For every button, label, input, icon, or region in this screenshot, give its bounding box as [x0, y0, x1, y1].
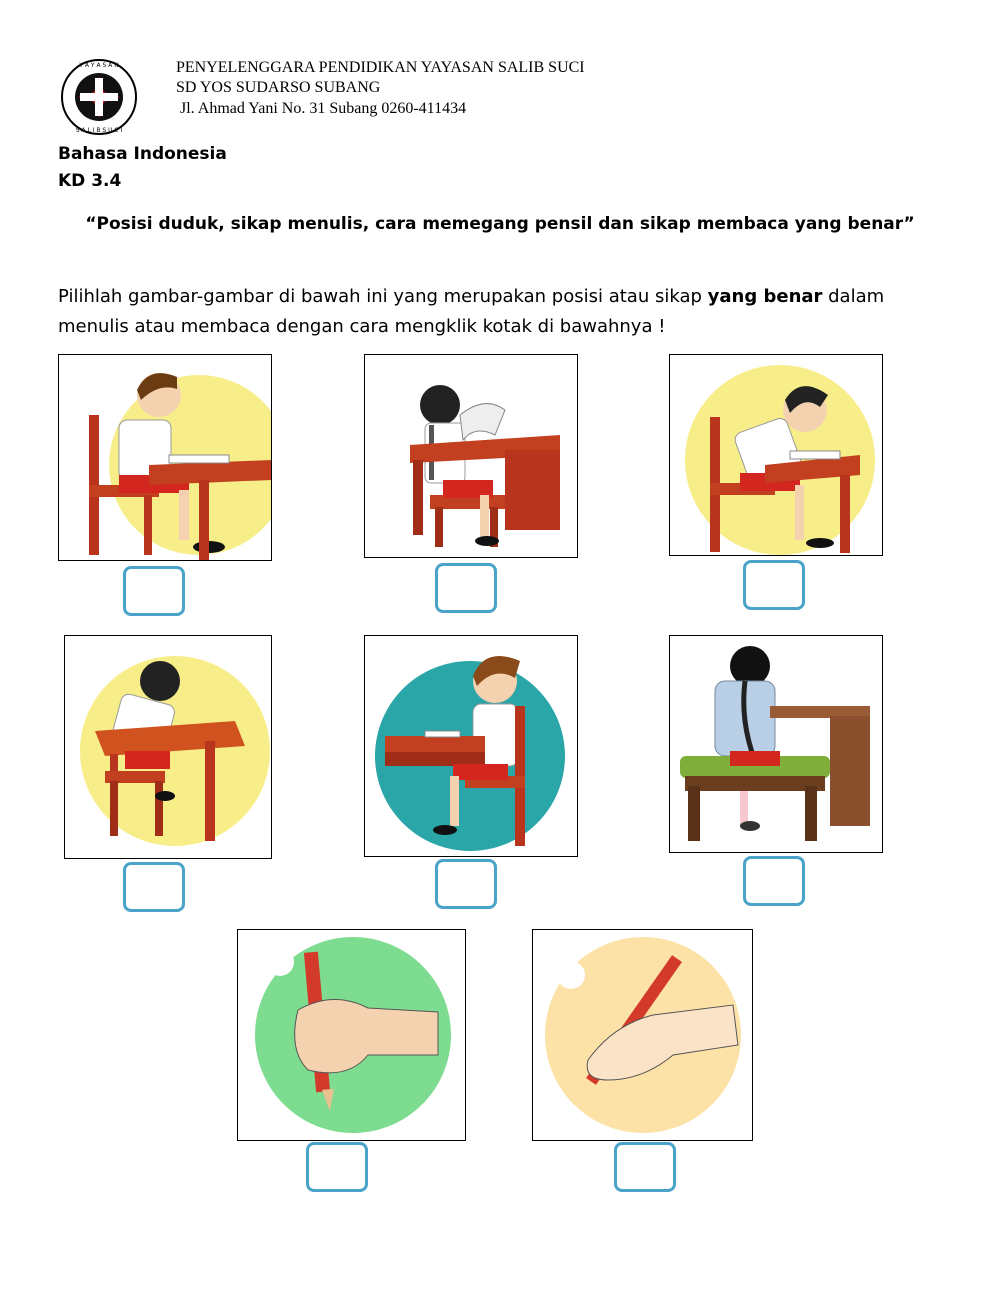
- picture-4: [64, 635, 272, 859]
- answer-checkbox-6[interactable]: [743, 856, 805, 906]
- girl-sitting-bent-at-desk-icon: [670, 636, 882, 852]
- header-school: SD YOS SUDARSO SUBANG: [176, 79, 381, 96]
- picture-1: [58, 354, 272, 561]
- kd-label: KD 3.4: [58, 171, 122, 191]
- boy-writing-bent-over-desk-icon: [65, 636, 271, 858]
- svg-text:S A L I B S U C I: S A L I B S U C I: [75, 127, 123, 134]
- boy-reading-at-desk-icon: [365, 355, 577, 557]
- worksheet-title: “Posisi duduk, sikap menulis, cara memegang pensil dan sikap membaca yang benar”: [85, 214, 915, 234]
- boy-writing-upright-at-desk-icon: [59, 355, 271, 560]
- answer-checkbox-4[interactable]: [123, 862, 185, 912]
- answer-checkbox-1[interactable]: [123, 566, 185, 616]
- header-foundation: PENYELENGGARA PENDIDIKAN YAYASAN SALIB SUCI: [176, 59, 585, 76]
- boy-writing-hunched-at-desk-icon: [670, 355, 882, 555]
- instruction-bold: yang benar: [707, 286, 823, 307]
- picture-3: [669, 354, 883, 556]
- hand-gripping-pencil-fist-icon: [238, 930, 465, 1140]
- instructions: [58, 282, 938, 342]
- instruction-text-2: dalam menulis atau membaca dengan cara mengklik kotak di bawahnya !: [58, 286, 885, 337]
- answer-checkbox-3[interactable]: [743, 560, 805, 610]
- answer-checkbox-2[interactable]: [435, 563, 497, 613]
- picture-2: [364, 354, 578, 558]
- answer-checkbox-7[interactable]: [306, 1142, 368, 1192]
- answer-checkbox-8[interactable]: [614, 1142, 676, 1192]
- picture-6: [669, 635, 883, 853]
- picture-8: [532, 929, 753, 1141]
- boy-writing-upright-teal-icon: [365, 636, 577, 856]
- picture-5: [364, 635, 578, 857]
- hand-holding-pencil-correctly-icon: [533, 930, 752, 1140]
- subject-label: Bahasa Indonesia: [58, 144, 227, 164]
- picture-7: [237, 929, 466, 1141]
- instruction-text-1: Pilihlah gambar-gambar di bawah ini yang merupakan posisi atau sikap: [58, 286, 708, 307]
- school-logo: [60, 58, 138, 136]
- svg-text:Y A Y A S A N: Y A Y A S A N: [79, 62, 119, 69]
- header-address: Jl. Ahmad Yani No. 31 Subang 0260-411434: [180, 100, 467, 117]
- answer-checkbox-5[interactable]: [435, 859, 497, 909]
